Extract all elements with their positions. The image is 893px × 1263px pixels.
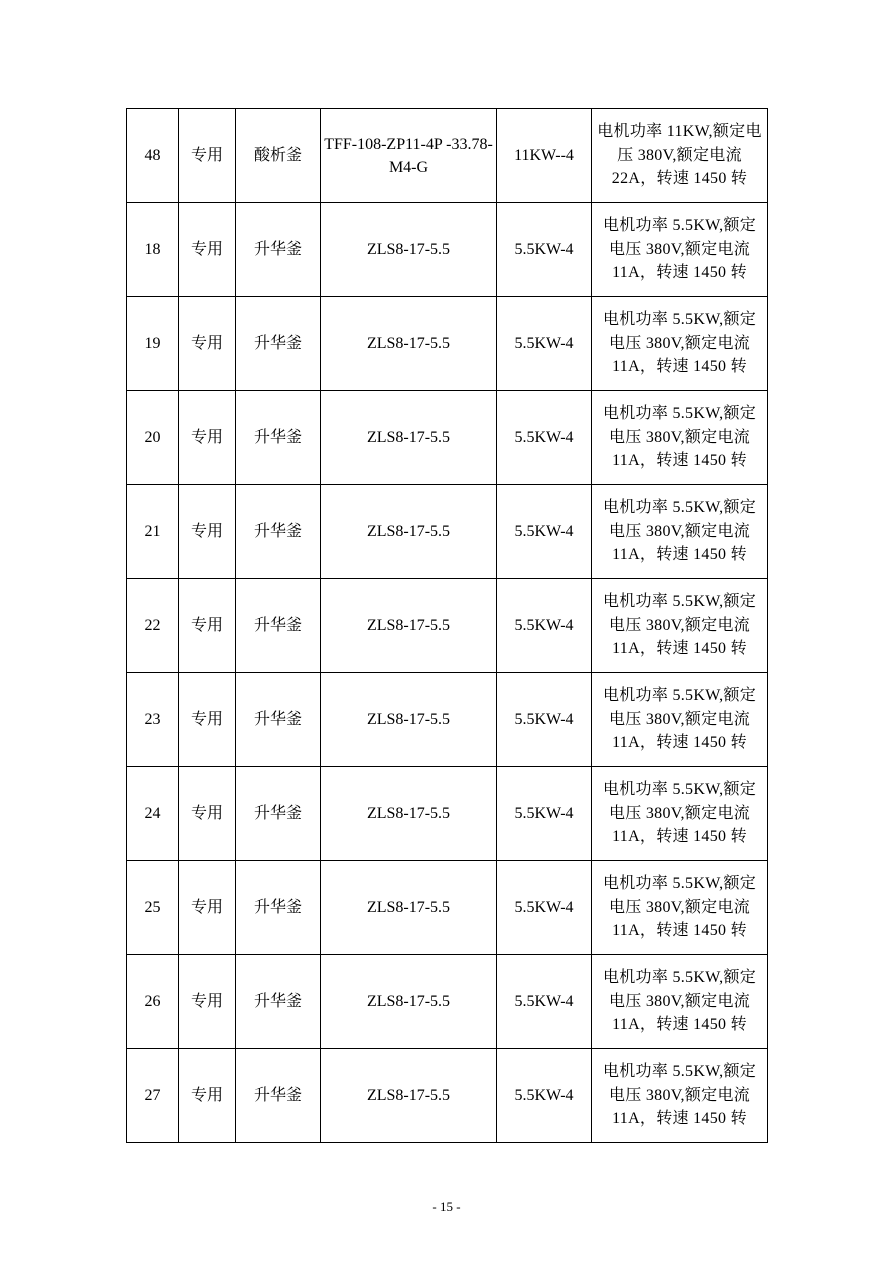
table-row xyxy=(127,109,768,203)
equipment-category: 专用 xyxy=(179,485,236,579)
equipment-category: 专用 xyxy=(179,861,236,955)
row-number: 24 xyxy=(127,767,179,861)
table-row xyxy=(127,1049,768,1143)
motor-spec: 电机功率 5.5KW,额定电压 380V,额定电流 11A，转速 1450 转 xyxy=(592,673,768,767)
equipment-name: 升华釜 xyxy=(236,297,321,391)
equipment-model: ZLS8-17-5.5 xyxy=(321,579,497,673)
table-row xyxy=(127,297,768,391)
equipment-category: 专用 xyxy=(179,767,236,861)
motor-spec: 电机功率 11KW,额定电压 380V,额定电流 22A，转速 1450 转 xyxy=(592,109,768,203)
row-number: 18 xyxy=(127,203,179,297)
motor-power: 5.5KW-4 xyxy=(497,579,592,673)
row-number: 25 xyxy=(127,861,179,955)
motor-spec: 电机功率 5.5KW,额定电压 380V,额定电流 11A，转速 1450 转 xyxy=(592,579,768,673)
equipment-model: ZLS8-17-5.5 xyxy=(321,485,497,579)
equipment-name: 升华釜 xyxy=(236,485,321,579)
motor-power: 5.5KW-4 xyxy=(497,391,592,485)
equipment-table xyxy=(126,108,768,1143)
motor-power: 5.5KW-4 xyxy=(497,673,592,767)
equipment-model: ZLS8-17-5.5 xyxy=(321,203,497,297)
row-number: 21 xyxy=(127,485,179,579)
row-number: 22 xyxy=(127,579,179,673)
equipment-category: 专用 xyxy=(179,1049,236,1143)
row-number: 20 xyxy=(127,391,179,485)
motor-power: 5.5KW-4 xyxy=(497,767,592,861)
equipment-name: 升华釜 xyxy=(236,579,321,673)
equipment-name: 升华釜 xyxy=(236,673,321,767)
motor-power: 5.5KW-4 xyxy=(497,955,592,1049)
row-number: 27 xyxy=(127,1049,179,1143)
equipment-model: ZLS8-17-5.5 xyxy=(321,1049,497,1143)
equipment-model: TFF-108-ZP11-4P -33.78-M4-G xyxy=(321,109,497,203)
motor-spec: 电机功率 5.5KW,额定电压 380V,额定电流 11A，转速 1450 转 xyxy=(592,391,768,485)
table-row xyxy=(127,955,768,1049)
page-number: - 15 - xyxy=(432,1199,461,1214)
motor-power: 5.5KW-4 xyxy=(497,1049,592,1143)
row-number: 19 xyxy=(127,297,179,391)
equipment-name: 升华釜 xyxy=(236,861,321,955)
table-row xyxy=(127,391,768,485)
equipment-category: 专用 xyxy=(179,579,236,673)
equipment-model: ZLS8-17-5.5 xyxy=(321,673,497,767)
row-number: 48 xyxy=(127,109,179,203)
equipment-name: 升华釜 xyxy=(236,767,321,861)
equipment-category: 专用 xyxy=(179,673,236,767)
row-number: 26 xyxy=(127,955,179,1049)
table-row xyxy=(127,673,768,767)
equipment-category: 专用 xyxy=(179,297,236,391)
motor-spec: 电机功率 5.5KW,额定电压 380V,额定电流 11A，转速 1450 转 xyxy=(592,1049,768,1143)
equipment-category: 专用 xyxy=(179,391,236,485)
motor-spec: 电机功率 5.5KW,额定电压 380V,额定电流 11A，转速 1450 转 xyxy=(592,485,768,579)
equipment-model: ZLS8-17-5.5 xyxy=(321,767,497,861)
motor-power: 5.5KW-4 xyxy=(497,485,592,579)
motor-spec: 电机功率 5.5KW,额定电压 380V,额定电流 11A，转速 1450 转 xyxy=(592,955,768,1049)
equipment-model: ZLS8-17-5.5 xyxy=(321,955,497,1049)
equipment-name: 升华釜 xyxy=(236,203,321,297)
equipment-name: 升华釜 xyxy=(236,391,321,485)
equipment-category: 专用 xyxy=(179,955,236,1049)
motor-power: 11KW--4 xyxy=(497,109,592,203)
table-row xyxy=(127,485,768,579)
equipment-name: 升华釜 xyxy=(236,1049,321,1143)
motor-power: 5.5KW-4 xyxy=(497,203,592,297)
motor-spec: 电机功率 5.5KW,额定电压 380V,额定电流 11A，转速 1450 转 xyxy=(592,767,768,861)
equipment-name: 升华釜 xyxy=(236,955,321,1049)
equipment-model: ZLS8-17-5.5 xyxy=(321,297,497,391)
table-row xyxy=(127,861,768,955)
equipment-model: ZLS8-17-5.5 xyxy=(321,861,497,955)
motor-spec: 电机功率 5.5KW,额定电压 380V,额定电流 11A，转速 1450 转 xyxy=(592,203,768,297)
equipment-category: 专用 xyxy=(179,203,236,297)
equipment-name: 酸析釜 xyxy=(236,109,321,203)
motor-power: 5.5KW-4 xyxy=(497,861,592,955)
motor-spec: 电机功率 5.5KW,额定电压 380V,额定电流 11A，转速 1450 转 xyxy=(592,861,768,955)
equipment-model: ZLS8-17-5.5 xyxy=(321,391,497,485)
table-row xyxy=(127,767,768,861)
motor-power: 5.5KW-4 xyxy=(497,297,592,391)
motor-spec: 电机功率 5.5KW,额定电压 380V,额定电流 11A，转速 1450 转 xyxy=(592,297,768,391)
table-row xyxy=(127,579,768,673)
row-number: 23 xyxy=(127,673,179,767)
equipment-category: 专用 xyxy=(179,109,236,203)
table-row xyxy=(127,203,768,297)
